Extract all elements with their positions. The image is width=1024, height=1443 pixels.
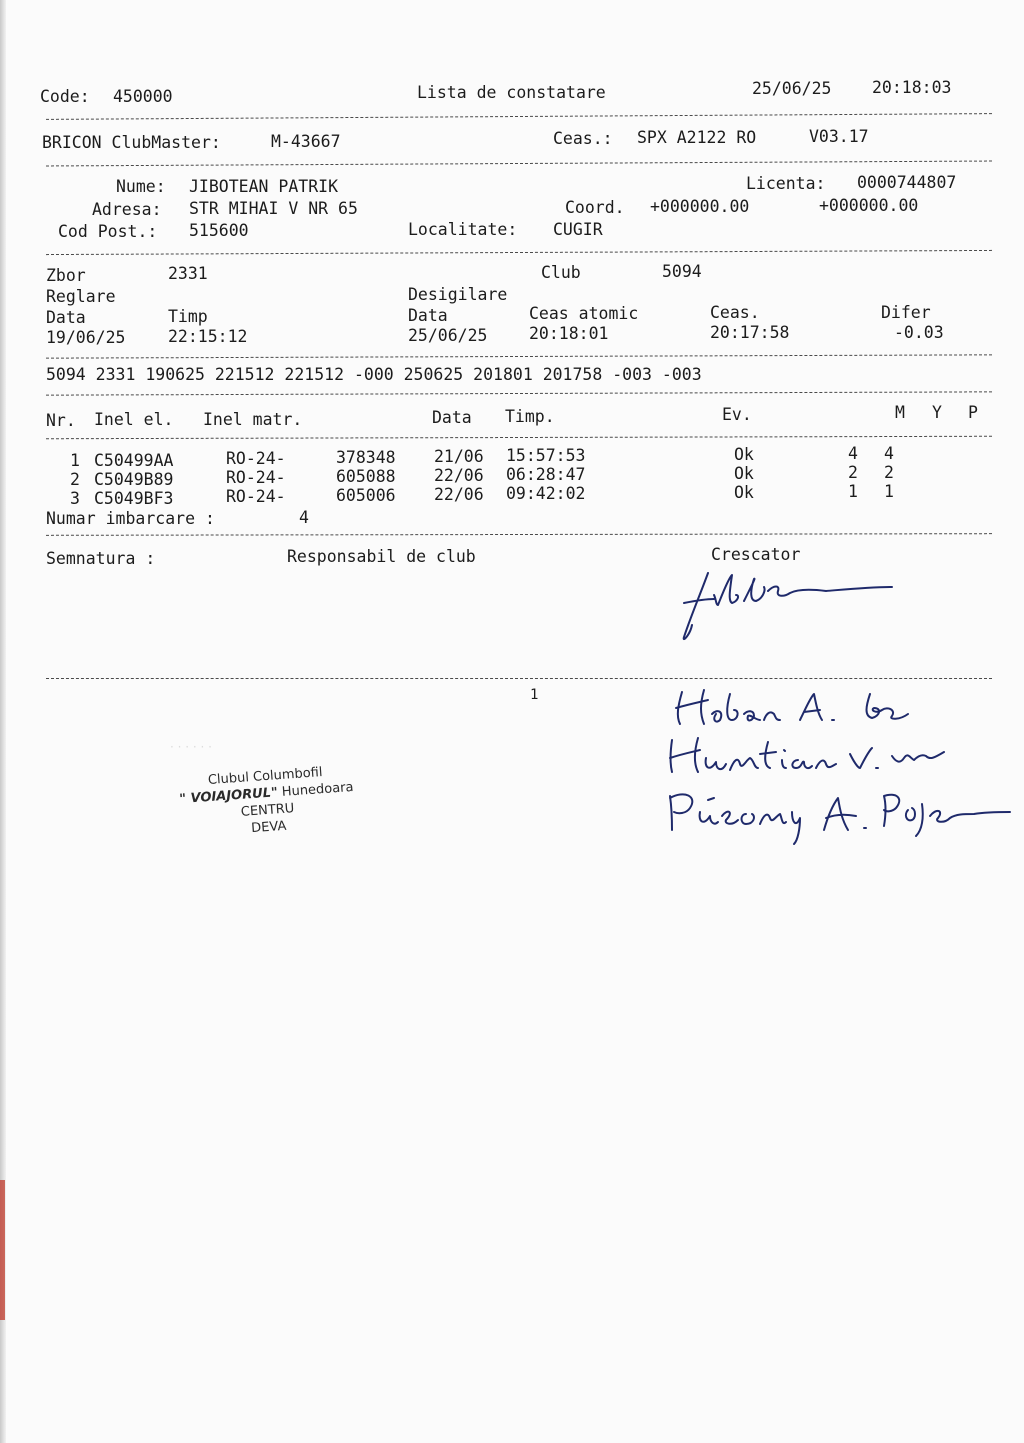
row-matr: 378348 [336,448,396,467]
coord-2: +000000.00 [819,196,919,215]
ceas-label: Ceas.: [553,129,613,148]
club-value: 5094 [662,262,702,281]
col-data: Data [432,408,472,427]
stamp-line-3: CENTRU [240,801,295,820]
row-nr: 2 [70,470,80,489]
responsabil-label: Responsabil de club [287,547,476,566]
club-stamp [150,760,384,844]
row-timp: 15:57:53 [506,446,586,465]
stamp-line-1: Clubul Columbofil [207,765,323,789]
localitate-value: CUGIR [553,220,603,239]
row-m: 2 [848,463,858,482]
localitate-label: Localitate: [408,220,518,239]
row-timp: 06:28:47 [506,465,586,484]
row-prefix: RO-24- [226,487,286,506]
firmware-version: V03.17 [809,127,869,146]
row-y: 1 [884,482,894,501]
clubmaster-label: BRICON ClubMaster: [42,133,221,152]
reglare-timp: 22:15:12 [168,327,248,346]
stamp-line-4: DEVA [250,818,287,837]
document-title: Lista de constatare [417,83,606,102]
clubmaster-value: M-43667 [271,132,341,151]
row-y: 2 [884,463,894,482]
row-matr: 605088 [336,467,396,486]
stamp-line-2: " VOIAJORUL" Hunedoara [178,779,354,808]
col-ev: Ev. [722,405,752,424]
col-y: Y [932,403,942,422]
code-line: 5094 2331 190625 221512 221512 -000 250625 201801 201758 -003 -003 [46,365,702,384]
difer-label: Difer [881,303,931,322]
row-nr: 1 [70,451,80,470]
divider [46,678,992,679]
row-data: 21/06 [434,447,484,466]
col-m: M [895,403,905,422]
ceas-value-2: 20:17:58 [710,323,790,342]
ceas-atomic-value: 20:18:01 [529,324,609,343]
header-date: 25/06/25 [752,79,832,98]
coord-1: +000000.00 [650,197,750,216]
page-edge-red [0,1180,5,1320]
desig-data: 25/06/25 [408,326,488,345]
nume-label: Nume: [116,177,166,196]
divider [46,436,992,439]
ceas-atomic-label: Ceas atomic [529,304,639,323]
cod-post-label: Cod Post.: [58,222,158,241]
row-prefix: RO-24- [226,468,286,487]
club-label: Club [541,263,581,282]
ceas-label-2: Ceas. [710,303,760,322]
row-data: 22/06 [434,466,484,485]
faded-stamp-residue: · · · · · · [170,740,212,754]
crescator-signature [670,565,910,645]
col-inel-el: Inel el. [94,410,174,429]
row-inel-el: C50499AA [94,451,174,470]
committee-signatures [660,680,1020,850]
row-ev: Ok [734,445,754,464]
row-prefix: RO-24- [226,449,286,468]
col-p: P [968,403,978,422]
divider [46,161,992,167]
divider [46,354,992,358]
crescator-label: Crescator [711,545,801,564]
col-inel-matr: Inel matr. [203,410,303,429]
row-timp: 09:42:02 [506,484,586,503]
code-label: Code: [40,87,90,106]
page-number: 1 [530,687,539,703]
divider [46,113,992,120]
row-inel-el: C5049BF3 [94,489,174,508]
code-value: 450000 [113,87,173,106]
zbor-value: 2331 [168,264,208,283]
reglare-timp-label: Timp [168,307,208,326]
row-inel-el: C5049B89 [94,470,174,489]
nume-value: JIBOTEAN PATRIK [189,177,339,196]
col-timp: Timp. [505,407,555,426]
row-matr: 605006 [336,486,396,505]
row-ev: Ok [734,464,754,483]
row-ev: Ok [734,483,754,502]
ceas-value: SPX A2122 RO [637,128,757,147]
licenta-label: Licenta: [746,174,826,193]
reglare-label: Reglare [46,287,116,306]
desigilare-label: Desigilare [408,285,508,304]
divider [46,391,992,395]
difer-value: -0.03 [894,323,944,342]
adresa-value: STR MIHAI V NR 65 [189,199,358,218]
header-time: 20:18:03 [872,78,952,97]
coord-label: Coord. [565,198,625,217]
row-m: 4 [848,444,858,463]
cod-post-value: 515600 [189,221,249,240]
reglare-data-label: Data [46,308,86,327]
numar-imbarcare-label: Numar imbarcare : [46,509,215,528]
divider [46,250,992,255]
desig-data-label: Data [408,306,448,325]
licenta-value: 0000744807 [857,173,957,192]
zbor-label: Zbor [46,266,86,285]
reglare-data: 19/06/25 [46,328,126,347]
adresa-label: Adresa: [92,200,162,219]
row-y: 4 [884,444,894,463]
row-nr: 3 [70,489,80,508]
row-data: 22/06 [434,485,484,504]
row-m: 1 [848,482,858,501]
numar-imbarcare-value: 4 [299,508,309,527]
col-nr: Nr. [46,411,76,430]
semnatura-label: Semnatura : [46,549,156,568]
divider [46,533,992,536]
